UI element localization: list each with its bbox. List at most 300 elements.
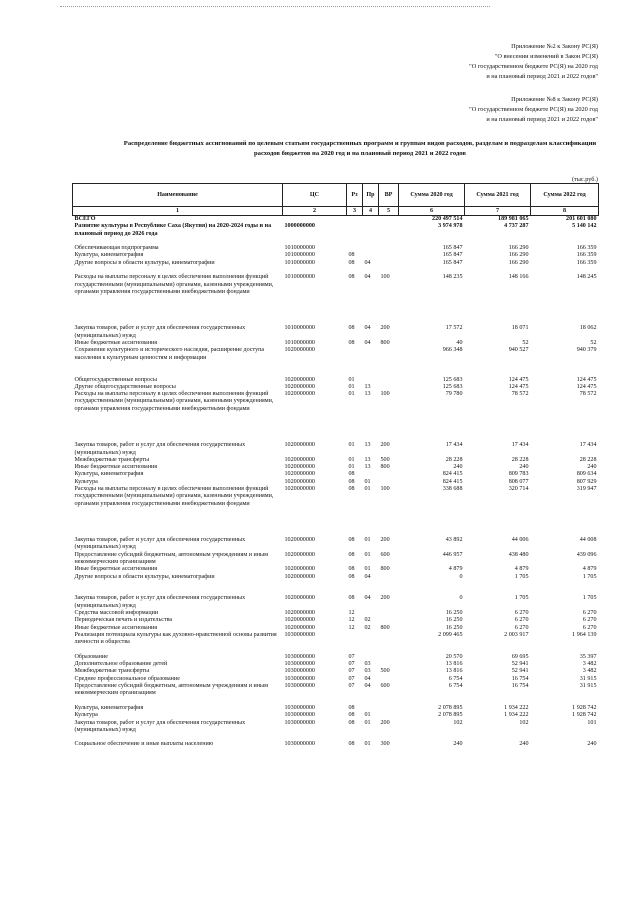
cell-name: Предоставление субсидий бюджетным, автономным учреждениям и иным некоммерческим организациям — [74, 551, 268, 565]
column-number: 7 — [465, 207, 531, 216]
table-row — [73, 340, 599, 347]
cell-rz: 08 — [348, 566, 355, 573]
cell-pr: 01 — [364, 486, 371, 493]
cell-rz: 08 — [348, 259, 355, 266]
cell-2022: 78 572 — [579, 391, 597, 398]
cell-rz: 08 — [348, 252, 355, 259]
cell-rz: 08 — [348, 274, 355, 281]
cell-rz: 08 — [348, 719, 355, 726]
cell-vr: 200 — [380, 442, 390, 449]
cell-pr: 04 — [364, 683, 371, 690]
cell-name: Культура — [74, 478, 98, 485]
cell-2020: 165 847 — [442, 245, 463, 252]
appendix-2-line: и на плановый период 2021 и 2022 годов" — [486, 73, 598, 80]
cell-vr — [379, 377, 399, 384]
cell-name: Иные бюджетные ассигнования — [74, 566, 158, 573]
table-row — [73, 325, 599, 340]
header-pr: Пр — [363, 184, 379, 207]
cell-2020: 2 078 895 — [438, 704, 463, 711]
cell-2022: 1 928 742 — [572, 704, 597, 711]
cell-pr — [363, 654, 379, 661]
cell-2020: 6 754 — [448, 683, 463, 690]
cell-rz: 08 — [348, 340, 355, 347]
cell-2021: 6 270 — [514, 624, 529, 631]
header-rz: Рз — [347, 184, 363, 207]
cell-2022: 166 359 — [576, 245, 597, 252]
cell-vr — [379, 705, 399, 712]
cell-2021: 52 — [522, 340, 529, 347]
cell-pr: 01 — [364, 741, 371, 748]
cell-pr: 04 — [364, 595, 371, 602]
cell-vr — [379, 632, 399, 654]
cell-2020: 165 847 — [442, 259, 463, 266]
cell-pr — [363, 610, 379, 617]
cell-name: Закупка товаров, работ и услуг для обеспечения государственных (муниципальных) нужд — [74, 325, 246, 339]
cell-name: Периодическая печать и издательства — [74, 617, 173, 624]
cell-2020: 966 348 — [442, 347, 463, 354]
cell-2021: 16 754 — [511, 683, 529, 690]
header-2020: Сумма 2020 год — [399, 184, 465, 207]
cell-2022: 124 475 — [576, 376, 597, 383]
cell-pr: 02 — [364, 624, 371, 631]
cell-rz: 08 — [348, 486, 355, 493]
cell-name: Реализация потенциала культуры как духовно-нравственной основы развития личности и общества — [74, 631, 277, 646]
cell-rz: 08 — [348, 325, 355, 332]
cell-rz: 01 — [348, 442, 355, 449]
cell-cs: 1020000000 — [284, 442, 315, 449]
cell-2020: 824 415 — [442, 478, 463, 485]
cell-cs: 1020000000 — [284, 383, 315, 390]
cell-vr: 600 — [380, 683, 390, 690]
cell-rz: 01 — [348, 456, 355, 463]
cell-2021: 2 003 917 — [504, 631, 529, 638]
cell-2022: 3 482 — [582, 668, 597, 675]
cell-vr — [379, 574, 399, 596]
cell-vr: 100 — [380, 486, 390, 493]
cell-2021: 320 714 — [508, 486, 529, 493]
cell-pr: 13 — [364, 464, 371, 471]
cell-rz: 07 — [348, 653, 355, 660]
cell-cs: 1010000000 — [284, 252, 315, 259]
cell-rz: 08 — [348, 712, 355, 719]
cell-vr — [379, 661, 399, 668]
table-header-row — [73, 184, 599, 207]
cell-rz: 12 — [348, 610, 355, 617]
cell-name: Расходы на выплаты персоналу в целях обеспечения выполнения функций государственными (муниципальными) органами, казенными учреждениями, органами управления государственными внебюджетными фондами — [74, 274, 274, 295]
cell-cs: 1030000000 — [284, 653, 315, 660]
cell-2022: 807 929 — [576, 478, 597, 485]
cell-cs: 1020000000 — [284, 624, 315, 631]
cell-vr — [379, 617, 399, 624]
cell-cs: 1020000000 — [284, 478, 315, 485]
cell-cs: 1030000000 — [284, 704, 315, 711]
cell-2020: 102 — [453, 719, 463, 726]
cell-rz — [347, 347, 363, 376]
table-row — [73, 464, 599, 471]
cell-pr: 04 — [364, 274, 371, 281]
cell-2022: 4 879 — [582, 566, 597, 573]
table-row — [73, 566, 599, 573]
cell-2022: 240 — [587, 741, 597, 748]
scan-top-edge — [60, 6, 490, 7]
table-row — [73, 661, 599, 668]
column-number: 8 — [531, 207, 599, 216]
cell-vr: 200 — [380, 595, 390, 602]
cell-2021: 189 981 065 — [498, 216, 529, 222]
table-row — [73, 274, 599, 325]
cell-cs: 1010000000 — [284, 259, 315, 266]
cell-2021: 4 737 287 — [504, 223, 529, 230]
cell-rz: 08 — [348, 573, 355, 580]
cell-name: Иные бюджетные ассигнования — [74, 340, 158, 347]
table-row — [73, 720, 599, 742]
header-name: Наименование — [73, 184, 283, 207]
cell-2020: 240 — [453, 464, 463, 471]
cell-cs: 1020000000 — [284, 595, 315, 602]
table-row — [73, 552, 599, 567]
cell-pr — [363, 471, 379, 478]
cell-pr — [363, 632, 379, 654]
cell-2022: 166 359 — [576, 252, 597, 259]
cell-rz: 08 — [348, 595, 355, 602]
cell-2020: 148 235 — [442, 274, 463, 281]
cell-2020: 6 754 — [448, 675, 463, 682]
cell-2020: 16 250 — [445, 617, 463, 624]
cell-2021: 78 572 — [511, 391, 529, 398]
cell-2021: 69 695 — [511, 653, 529, 660]
cell-2021: 44 006 — [511, 537, 529, 544]
cell-name: Другие вопросы в области культуры, кинематографии — [74, 259, 215, 266]
cell-pr: 13 — [364, 456, 371, 463]
cell-2020: 240 — [453, 741, 463, 748]
cell-vr: 800 — [380, 340, 390, 347]
cell-pr: 03 — [364, 661, 371, 668]
cell-2021: 4 879 — [514, 566, 529, 573]
cell-2020: 13 816 — [445, 661, 463, 668]
cell-name: Сохранение культурного и исторического наследия, расширение доступа населения к культурным ценностям и информации — [74, 347, 265, 361]
cell-vr — [379, 260, 399, 275]
cell-pr: 13 — [364, 391, 371, 398]
cell-2022: 439 096 — [576, 551, 597, 558]
cell-name: Расходы на выплаты персоналу в целях обеспечения выполнения функций государственными (муниципальными) органами, казенными учреждениями, органами управления государственными внебюджетными фондами — [74, 391, 274, 412]
cell-2022: 319 947 — [576, 486, 597, 493]
cell-pr: 04 — [364, 325, 371, 332]
cell-name: Образование — [74, 653, 108, 660]
cell-rz: 01 — [348, 464, 355, 471]
cell-name: Межбюджетные трансферты — [74, 456, 150, 463]
column-number: 6 — [399, 207, 465, 216]
table-row — [73, 625, 599, 632]
table-row — [73, 252, 599, 259]
cell-cs — [283, 216, 347, 224]
cell-vr — [379, 216, 399, 224]
cell-pr: 02 — [364, 617, 371, 624]
cell-pr: 13 — [364, 442, 371, 449]
table-row — [73, 610, 599, 617]
cell-vr — [379, 384, 399, 391]
cell-vr: 500 — [380, 668, 390, 675]
cell-cs: 1030000000 — [284, 741, 315, 748]
cell-cs: 1030000000 — [284, 631, 315, 638]
cell-pr: 01 — [364, 566, 371, 573]
appendix-8-line: Приложение №8 к Закону РС(Я) — [511, 96, 598, 103]
cell-2021: 1 934 222 — [504, 712, 529, 719]
cell-2021: 102 — [519, 719, 529, 726]
cell-vr — [379, 654, 399, 661]
cell-name: Закупка товаров, работ и услуг для обеспечения государственных (муниципальных) нужд — [74, 537, 246, 551]
cell-vr: 800 — [380, 624, 390, 631]
table-row — [73, 574, 599, 596]
column-number: 2 — [283, 207, 347, 216]
cell-name: Культура, кинематография — [74, 252, 144, 259]
cell-2020: 125 683 — [442, 383, 463, 390]
cell-name: Закупка товаров, работ и услуг для обеспечения государственных (муниципальных) нужд — [74, 595, 246, 609]
cell-cs: 1020000000 — [284, 573, 315, 580]
cell-cs: 1030000000 — [284, 668, 315, 675]
document-title: Распределение бюджетных ассигнований по целевым статьям государственных программ и группам видов расходов, разделам и подразделам классификации расходов бюджетов на 2020 год и на плановый период 2021 и 2022 годов — [123, 140, 597, 157]
cell-2020: 28 228 — [445, 456, 463, 463]
cell-2021: 808 077 — [508, 478, 529, 485]
cell-vr: 200 — [380, 537, 390, 544]
cell-name: Иные бюджетные ассигнования — [74, 624, 158, 631]
cell-cs: 1020000000 — [284, 537, 315, 544]
cell-cs: 1020000000 — [284, 566, 315, 573]
cell-cs: 1020000000 — [284, 486, 315, 493]
cell-cs: 1030000000 — [284, 683, 315, 690]
cell-2021: 166 290 — [508, 252, 529, 259]
cell-pr — [363, 252, 379, 259]
cell-rz: 08 — [348, 537, 355, 544]
table-row — [73, 537, 599, 552]
cell-2020: 165 847 — [442, 252, 463, 259]
table-body — [73, 216, 599, 749]
cell-pr: 01 — [364, 537, 371, 544]
cell-2021: 18 071 — [511, 325, 529, 332]
header-2021: Сумма 2021 год — [465, 184, 531, 207]
column-number: 3 — [347, 207, 363, 216]
cell-cs: 1020000000 — [284, 617, 315, 624]
units-label: (тыс.руб.) — [572, 176, 598, 183]
column-number: 1 — [73, 207, 283, 216]
cell-rz: 08 — [348, 551, 355, 558]
cell-rz: 07 — [348, 661, 355, 668]
cell-cs: 1020000000 — [284, 376, 315, 383]
cell-rz — [347, 245, 363, 252]
cell-2022: 1 928 742 — [572, 712, 597, 719]
cell-2020: 125 683 — [442, 376, 463, 383]
cell-vr — [379, 479, 399, 486]
cell-2021: 1 705 — [514, 573, 529, 580]
table-row — [73, 223, 599, 245]
cell-2022: 940 379 — [576, 347, 597, 354]
cell-2020: 0 — [459, 573, 463, 580]
cell-2022: 31 915 — [579, 683, 597, 690]
cell-2021: 240 — [519, 464, 529, 471]
table-row — [73, 377, 599, 384]
cell-name: Средства массовой информации — [74, 610, 159, 617]
cell-2022: 35 397 — [579, 653, 597, 660]
cell-pr: 01 — [364, 551, 371, 558]
column-number: 4 — [363, 207, 379, 216]
cell-name: Закупка товаров, работ и услуг для обеспечения государственных (муниципальных) нужд — [74, 442, 246, 456]
cell-rz: 07 — [348, 668, 355, 675]
cell-pr — [363, 705, 379, 712]
cell-vr: 200 — [380, 325, 390, 332]
cell-name: Обеспечивающая подпрограмма — [74, 245, 159, 252]
table-row — [73, 595, 599, 610]
cell-cs: 1020000000 — [284, 391, 315, 398]
cell-cs: 1000000000 — [284, 223, 315, 230]
cell-2020: 43 892 — [445, 537, 463, 544]
cell-2020: 13 816 — [445, 668, 463, 675]
cell-rz: 01 — [348, 383, 355, 390]
header-cs: ЦС — [283, 184, 347, 207]
cell-2020: 40 — [456, 340, 463, 347]
cell-2020: 17 572 — [445, 325, 463, 332]
cell-2022: 18 062 — [579, 325, 597, 332]
cell-cs: 1020000000 — [284, 347, 315, 354]
cell-2021: 17 434 — [511, 442, 529, 449]
cell-pr: 01 — [364, 712, 371, 719]
appendix-2-header — [469, 42, 598, 82]
cell-cs: 1020000000 — [284, 456, 315, 463]
cell-rz: 01 — [348, 391, 355, 398]
cell-name: Культура — [74, 712, 98, 719]
cell-pr: 01 — [364, 719, 371, 726]
cell-cs: 1030000000 — [284, 675, 315, 682]
cell-2021: 166 290 — [508, 259, 529, 266]
cell-2021: 1 705 — [514, 595, 529, 602]
cell-name: Среднее профессиональное образование — [74, 675, 180, 682]
cell-2022: 166 359 — [576, 259, 597, 266]
table-row — [73, 479, 599, 486]
budget-table — [72, 183, 599, 749]
table-row — [73, 741, 599, 748]
cell-2020: 20 570 — [445, 653, 463, 660]
cell-vr: 300 — [380, 741, 390, 748]
cell-2020: 0 — [459, 595, 463, 602]
cell-2021: 124 475 — [508, 383, 529, 390]
table-row — [73, 260, 599, 275]
table-row — [73, 486, 599, 537]
table-row — [73, 442, 599, 457]
cell-rz: 12 — [348, 617, 355, 624]
cell-vr: 800 — [380, 566, 390, 573]
cell-vr — [379, 676, 399, 683]
cell-2022: 240 — [587, 464, 597, 471]
appendix-2-line: "О внесении изменений в Закон РС(Я) — [494, 53, 598, 60]
column-number: 5 — [379, 207, 399, 216]
cell-rz: 08 — [348, 471, 355, 478]
header-2022: Сумма 2022 год — [531, 184, 599, 207]
cell-2020: 446 957 — [442, 551, 463, 558]
cell-vr — [379, 610, 399, 617]
cell-vr — [379, 245, 399, 252]
cell-cs: 1030000000 — [284, 719, 315, 726]
cell-cs: 1010000000 — [284, 274, 315, 281]
cell-name: Общегосударственные вопросы — [74, 376, 158, 383]
cell-pr: 04 — [364, 675, 371, 682]
cell-name: Социальное обеспечение и иные выплаты населению — [74, 741, 214, 748]
cell-rz: 08 — [348, 478, 355, 485]
cell-cs: 1020000000 — [284, 464, 315, 471]
cell-vr — [379, 347, 399, 376]
cell-vr: 200 — [380, 719, 390, 726]
cell-rz: 07 — [348, 675, 355, 682]
cell-vr: 600 — [380, 551, 390, 558]
table-row — [73, 391, 599, 442]
cell-rz — [347, 223, 363, 245]
cell-2022: 1 705 — [582, 595, 597, 602]
cell-2020: 16 250 — [445, 610, 463, 617]
cell-2020: 16 250 — [445, 624, 463, 631]
cell-2020: 338 688 — [442, 486, 463, 493]
table-row — [73, 347, 599, 376]
cell-name: Закупка товаров, работ и услуг для обеспечения государственных (муниципальных) нужд — [74, 719, 246, 733]
cell-name: Другие вопросы в области культуры, кинематографии — [74, 573, 215, 580]
cell-2022: 17 434 — [579, 442, 597, 449]
cell-cs: 1010000000 — [284, 245, 315, 252]
cell-2021: 52 941 — [511, 668, 529, 675]
cell-pr: 04 — [364, 340, 371, 347]
cell-name: Межбюджетные трансферты — [74, 668, 150, 675]
cell-name: Расходы на выплаты персоналу в целях обеспечения выполнения функций государственными (муниципальными) органами, казенными учреждениями, органами управления государственными внебюджетными фондами — [74, 486, 274, 507]
cell-pr — [363, 216, 379, 224]
table-row — [73, 683, 599, 705]
cell-name: Предоставление субсидий бюджетным, автономным учреждениям и иным некоммерческим организациям — [74, 683, 268, 697]
cell-pr: 04 — [364, 259, 371, 266]
cell-cs: 1010000000 — [284, 325, 315, 332]
cell-cs: 1020000000 — [284, 610, 315, 617]
table-row — [73, 705, 599, 712]
cell-pr — [363, 223, 379, 245]
appendix-8-line: "О государственном бюджете РС(Я) на 2020 год — [469, 106, 598, 113]
cell-2020: 4 879 — [448, 566, 463, 573]
cell-2021: 940 527 — [508, 347, 529, 354]
cell-cs: 1020000000 — [284, 471, 315, 478]
cell-name: ВСЕГО — [74, 216, 96, 222]
cell-name: Другие общегосударственные вопросы — [74, 383, 176, 390]
cell-rz — [347, 216, 363, 224]
cell-cs: 1030000000 — [284, 712, 315, 719]
cell-rz: 01 — [348, 376, 355, 383]
cell-name: Иные бюджетные ассигнования — [74, 464, 158, 471]
cell-2020: 3 974 978 — [438, 223, 463, 230]
table-row — [73, 676, 599, 683]
cell-vr: 100 — [380, 391, 390, 398]
cell-vr — [379, 252, 399, 259]
cell-2021: 52 941 — [511, 661, 529, 668]
cell-2020: 824 415 — [442, 471, 463, 478]
cell-name: Развитие культуры в Республике Саха (Якутия) на 2020-2024 годы и на плановый период до 2026 года — [74, 223, 272, 237]
cell-cs: 1030000000 — [284, 661, 315, 668]
cell-vr — [379, 223, 399, 245]
cell-2022: 31 915 — [579, 675, 597, 682]
column-number-row — [73, 207, 599, 216]
cell-2020: 220 497 514 — [432, 216, 463, 222]
cell-2022: 44 008 — [579, 537, 597, 544]
cell-pr — [363, 377, 379, 384]
cell-pr: 13 — [364, 383, 371, 390]
cell-rz: 08 — [348, 741, 355, 748]
cell-2020: 79 780 — [445, 391, 463, 398]
table-row — [73, 471, 599, 478]
table-row — [73, 617, 599, 624]
cell-2021: 809 783 — [508, 471, 529, 478]
cell-name: Дополнительное образование детей — [74, 661, 168, 668]
appendix-8-line: и на плановый период 2021 и 2022 годов" — [486, 116, 598, 123]
cell-vr — [379, 471, 399, 478]
